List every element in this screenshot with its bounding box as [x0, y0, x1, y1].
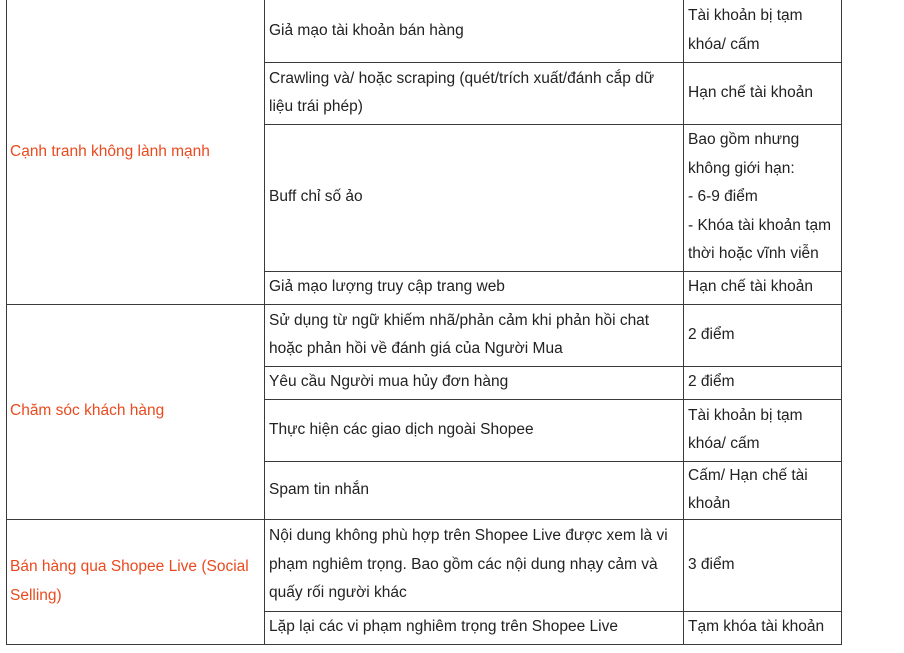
penalty-cell: [684, 304, 842, 366]
penalty-cell: [684, 0, 842, 62]
violation-cell: Thực hiện các giao dịch ngoài Shopee: [265, 399, 684, 461]
category-cell: Bán hàng qua Shopee Live (Social Selling): [7, 519, 265, 644]
violation-cell: Buff chỉ số ảo: [265, 124, 684, 271]
penalty-line: Cấm/ Hạn chế tài khoản: [688, 466, 808, 512]
penalty-cell: [684, 366, 842, 399]
penalty-cell: [684, 461, 842, 519]
penalty-line: Tài khoản bị tạm khóa/ cấm: [688, 406, 803, 452]
penalty-line: 3 điểm: [688, 555, 735, 573]
violation-cell: Yêu cầu Người mua hủy đơn hàng: [265, 366, 684, 399]
penalty-line: 2 điểm: [688, 325, 735, 343]
penalty-table: [6, 0, 842, 645]
penalty-cell: [684, 399, 842, 461]
penalty-line: 2 điểm: [688, 373, 735, 391]
violation-cell: Sử dụng từ ngữ khiếm nhã/phản cảm khi phản hồi chat hoặc phản hồi về đánh giá của Người Mua: [265, 304, 684, 366]
penalty-line: Hạn chế tài khoản: [688, 83, 813, 101]
penalty-cell: [684, 124, 842, 271]
penalty-cell: [684, 271, 842, 304]
penalty-line: - 6-9 điểm: [688, 188, 758, 206]
table-row: [7, 519, 842, 611]
table-row: [7, 0, 842, 62]
violation-cell: Spam tin nhắn: [265, 461, 684, 519]
violation-cell: Lặp lại các vi phạm nghiêm trọng trên Shopee Live: [265, 611, 684, 644]
violation-cell: Giả mạo tài khoản bán hàng: [265, 0, 684, 62]
table-row: [7, 304, 842, 366]
penalty-cell: [684, 519, 842, 611]
category-cell: Cạnh tranh không lành mạnh: [7, 0, 265, 304]
penalty-line: - Khóa tài khoản tạm thời hoặc vĩnh viễn: [688, 216, 832, 263]
penalty-line: Hạn chế tài khoản: [688, 278, 813, 296]
violation-cell: Giả mạo lượng truy cập trang web: [265, 271, 684, 304]
violation-cell: Nội dung không phù hợp trên Shopee Live được xem là vi phạm nghiêm trọng. Bao gồm các nội dung nhạy cảm và quấy rối người khác: [265, 519, 684, 611]
penalty-line: Tạm khóa tài khoản: [688, 618, 825, 636]
violation-cell: Crawling và/ hoặc scraping (quét/trích xuất/đánh cắp dữ liệu trái phép): [265, 62, 684, 124]
penalty-line: Tài khoản bị tạm khóa/ cấm: [688, 7, 803, 53]
penalty-cell: [684, 62, 842, 124]
category-cell: Chăm sóc khách hàng: [7, 304, 265, 519]
penalty-cell: [684, 611, 842, 644]
penalty-line: Bao gồm nhưng không giới hạn:: [688, 131, 800, 177]
